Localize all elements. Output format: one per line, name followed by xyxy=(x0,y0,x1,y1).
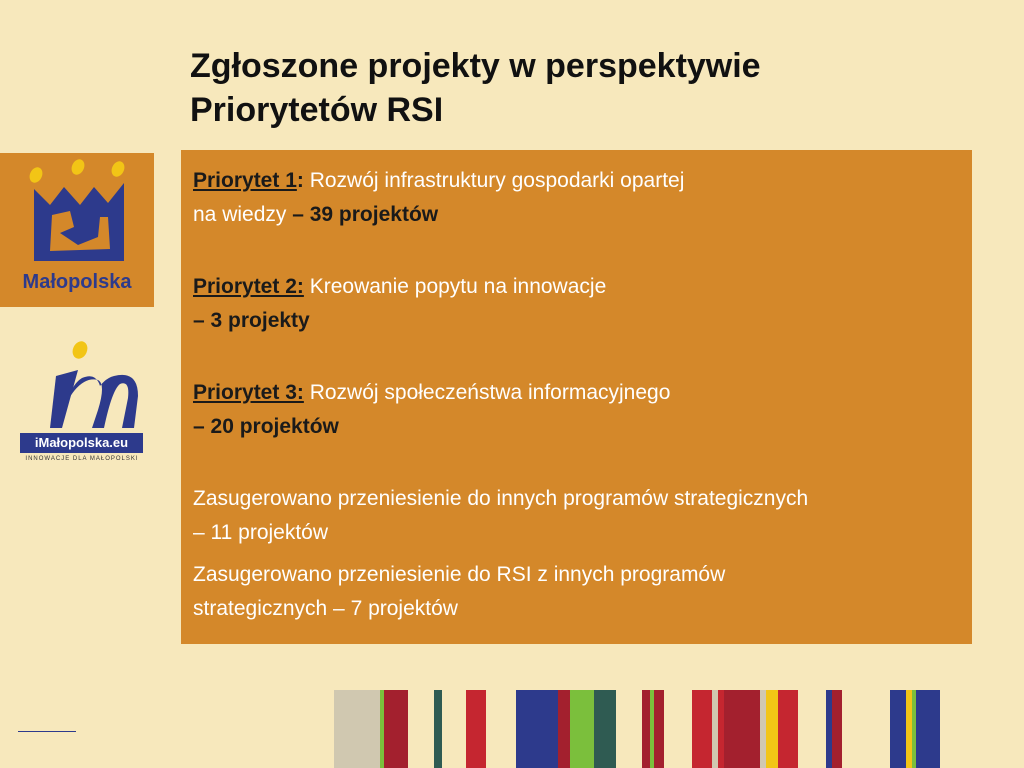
stripe xyxy=(516,690,558,768)
imalopolska-tagline: INNOWACJE DLA MAŁOPOLSKI xyxy=(25,456,139,462)
slide-title xyxy=(190,44,990,132)
suggestion-2-line-2: strategicznych – 7 projektów xyxy=(193,597,458,620)
title-line-2: Priorytetów RSI xyxy=(190,91,444,129)
priority-1-line-1 xyxy=(193,164,960,198)
priority-1-count: – 39 projektów xyxy=(292,203,439,226)
priority-3-line-1 xyxy=(193,376,960,410)
priority-2-count: – 3 projekty xyxy=(193,309,310,332)
stripe xyxy=(916,690,940,768)
priorities-panel xyxy=(181,150,972,644)
imalopolska-logo xyxy=(16,340,146,470)
stripe xyxy=(766,690,778,768)
priority-3-count: – 20 projektów xyxy=(193,415,339,438)
priority-2-text: Kreowanie popytu na innowacje xyxy=(303,275,607,298)
stripe xyxy=(466,690,486,768)
footer-divider xyxy=(18,731,76,732)
malopolska-logo xyxy=(0,153,154,307)
stripe xyxy=(558,690,570,768)
stripe xyxy=(778,690,798,768)
suggestion-1-line-1: Zasugerowano przeniesienie do innych programów strategicznych xyxy=(193,487,809,510)
im-letters-icon xyxy=(16,340,146,432)
malopolska-crown-icon xyxy=(0,153,154,271)
title-line-1: Zgłoszone projekty w perspektywie xyxy=(190,47,761,85)
decorative-stripes xyxy=(334,690,940,768)
stripe xyxy=(890,690,906,768)
stripe xyxy=(434,690,442,768)
stripe xyxy=(654,690,664,768)
stripe xyxy=(724,690,760,768)
malopolska-logo-text: Małopolska xyxy=(22,271,132,293)
stripe xyxy=(570,690,594,768)
suggestion-2-line-1: Zasugerowano przeniesienie do RSI z innych programów xyxy=(193,563,726,586)
stripe xyxy=(692,690,712,768)
priority-3-line-2 xyxy=(193,410,960,444)
priority-2-line-2 xyxy=(193,304,960,338)
imalopolska-logo-text: iMałopolska.eu xyxy=(20,433,143,453)
stripe xyxy=(832,690,842,768)
priority-1-line-2 xyxy=(193,198,960,232)
stripe xyxy=(642,690,650,768)
priority-1-label: Priorytet 1 xyxy=(193,169,297,192)
priority-1-text: Rozwój infrastruktury gospodarki opartej xyxy=(303,169,685,192)
priority-2-line-1 xyxy=(193,270,960,304)
priority-2-label: Priorytet 2: xyxy=(193,275,304,298)
suggestion-1-line-2: – 11 projektów xyxy=(193,521,329,544)
priority-1-colon: : xyxy=(296,169,304,192)
priority-3-text: Rozwój społeczeństwa informacyjnego xyxy=(303,381,671,404)
stripe xyxy=(334,690,380,768)
stripe xyxy=(384,690,408,768)
priority-1-text-cont: na wiedzy xyxy=(193,203,293,226)
priority-3-label: Priorytet 3: xyxy=(193,381,304,404)
stripe xyxy=(594,690,616,768)
